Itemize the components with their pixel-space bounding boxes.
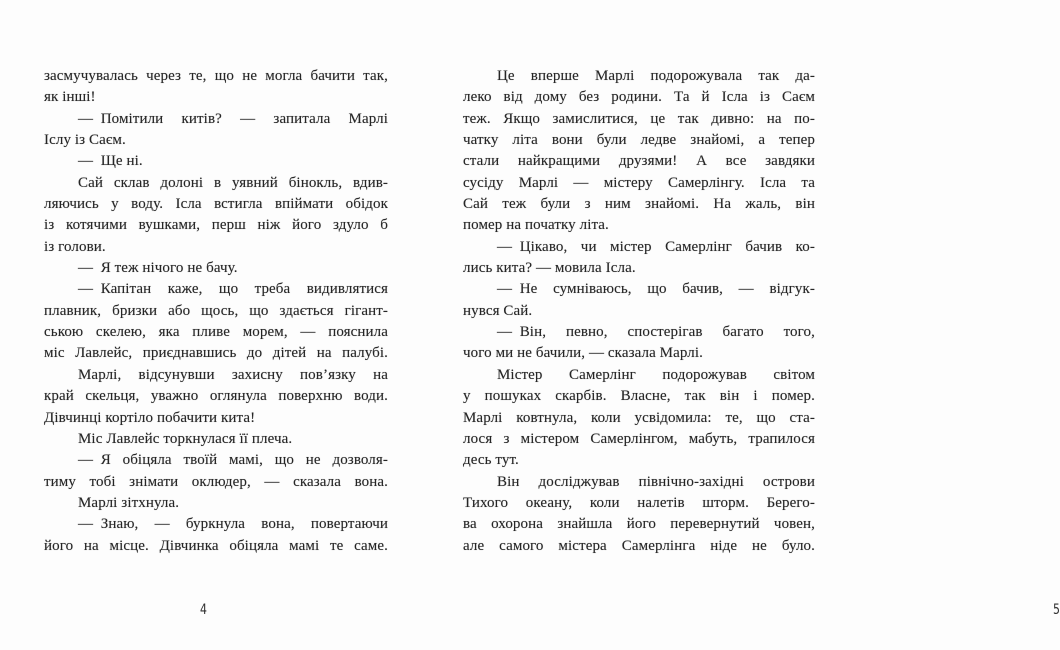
text-line: лись кита? — мовила Ісла. <box>463 260 636 277</box>
text-line: Марлі зітхнула. <box>78 494 180 511</box>
text-line: але самого містера Самерлінга ніде не було. <box>463 537 815 554</box>
text-line: ляючись у воду. Ісла встигла впіймати обідок <box>44 196 388 213</box>
text-line: Марлі, відсунувши захисну пов’язку на <box>78 366 388 383</box>
text-line: десь тут. <box>463 452 519 469</box>
text-line: тиму тобі знімати оклюдер, — сказала вона. <box>44 473 388 490</box>
text-block <box>44 66 388 557</box>
text-line: Марлі ковтнула, коли усвідомила: те, що ста- <box>463 409 815 426</box>
page-number-left: 4 <box>199 602 207 618</box>
text-line: помер на початку літа. <box>463 217 609 234</box>
text-line: у пошуках скарбів. Власне, так він і помер. <box>463 388 815 405</box>
text-line: леко від дому без родини. Та й Ісла із Саєм <box>463 89 815 106</box>
text-line: — Він, певно, спостерігав багато того, <box>497 324 815 341</box>
text-line: — Капітан каже, що треба видивлятися <box>78 281 388 298</box>
page-number-right: 5 <box>1052 602 1060 618</box>
text-line: теж. Якщо замислитися, це так дивно: на по- <box>463 110 815 127</box>
text-line: сусіду Марлі — містеру Самерлінгу. Ісла та <box>463 174 815 191</box>
text-line: нувся Сай. <box>463 302 533 319</box>
text-line: засмучувалась через те, що не могла бачити так, <box>44 68 388 84</box>
text-line: чого ми не бачили, — сказала Марлі. <box>463 345 703 362</box>
page-left <box>0 0 422 650</box>
text-line: Дівчинці кортіло побачити кита! <box>44 409 256 426</box>
text-block <box>463 66 815 557</box>
text-line: Він досліджував північно-західні острови <box>497 473 815 490</box>
text-line: — Ще ні. <box>78 153 143 170</box>
text-line: лося з містером Самерлінгом, мабуть, трапилося <box>463 430 815 447</box>
text-line: плавник, бризки або щось, що здається гігант- <box>44 302 388 319</box>
text-line: — Я обіцяла твоїй мамі, що не дозволя- <box>78 452 388 469</box>
text-line: — Не сумніваюсь, що бачив, — відгук- <box>497 281 815 298</box>
text-line: Це вперше Марлі подорожувала так да- <box>497 68 815 84</box>
text-line: Іслу із Саєм. <box>44 132 126 149</box>
text-line: як інші! <box>44 89 96 106</box>
text-line: із голови. <box>44 238 106 255</box>
text-line: його на місце. Дівчинка обіцяла мамі те саме. <box>44 537 388 554</box>
text-line: край скельця, уважно оглянула поверхню води. <box>44 388 388 405</box>
text-line: ва охорона знайшла його перевернутий човен, <box>463 516 815 533</box>
text-line: — Я теж нічого не бачу. <box>78 260 238 277</box>
text-line: Міс Лавлейс торкнулася її плеча. <box>78 430 293 447</box>
text-line: стали найкращими друзями! А все завдяки <box>463 153 815 170</box>
text-line: із котячими вушками, перш ніж його здуло б <box>44 217 388 234</box>
text-line: Містер Самерлінг подорожував світом <box>497 366 815 383</box>
text-line: Сай склав долоні в уявний бінокль, вдив- <box>78 174 388 191</box>
text-line: Сай теж були з ним знайомі. На жаль, він <box>463 196 815 213</box>
text-line: чатку літа вони були ледве знайомі, а тепер <box>463 132 815 149</box>
text-line: міс Лавлейс, приєднавшись до дітей на палубі. <box>44 345 388 362</box>
text-line: ською скелею, яка пливе морем, — пояснила <box>44 324 388 341</box>
text-line: Тихого океану, коли налетів шторм. Берего- <box>463 494 815 511</box>
text-line: — Цікаво, чи містер Самерлінг бачив ко- <box>497 238 815 255</box>
text-line: — Помітили китів? — запитала Марлі <box>78 110 388 127</box>
text-line: — Знаю, — буркнула вона, повертаючи <box>78 516 388 533</box>
page-right <box>422 0 1060 650</box>
